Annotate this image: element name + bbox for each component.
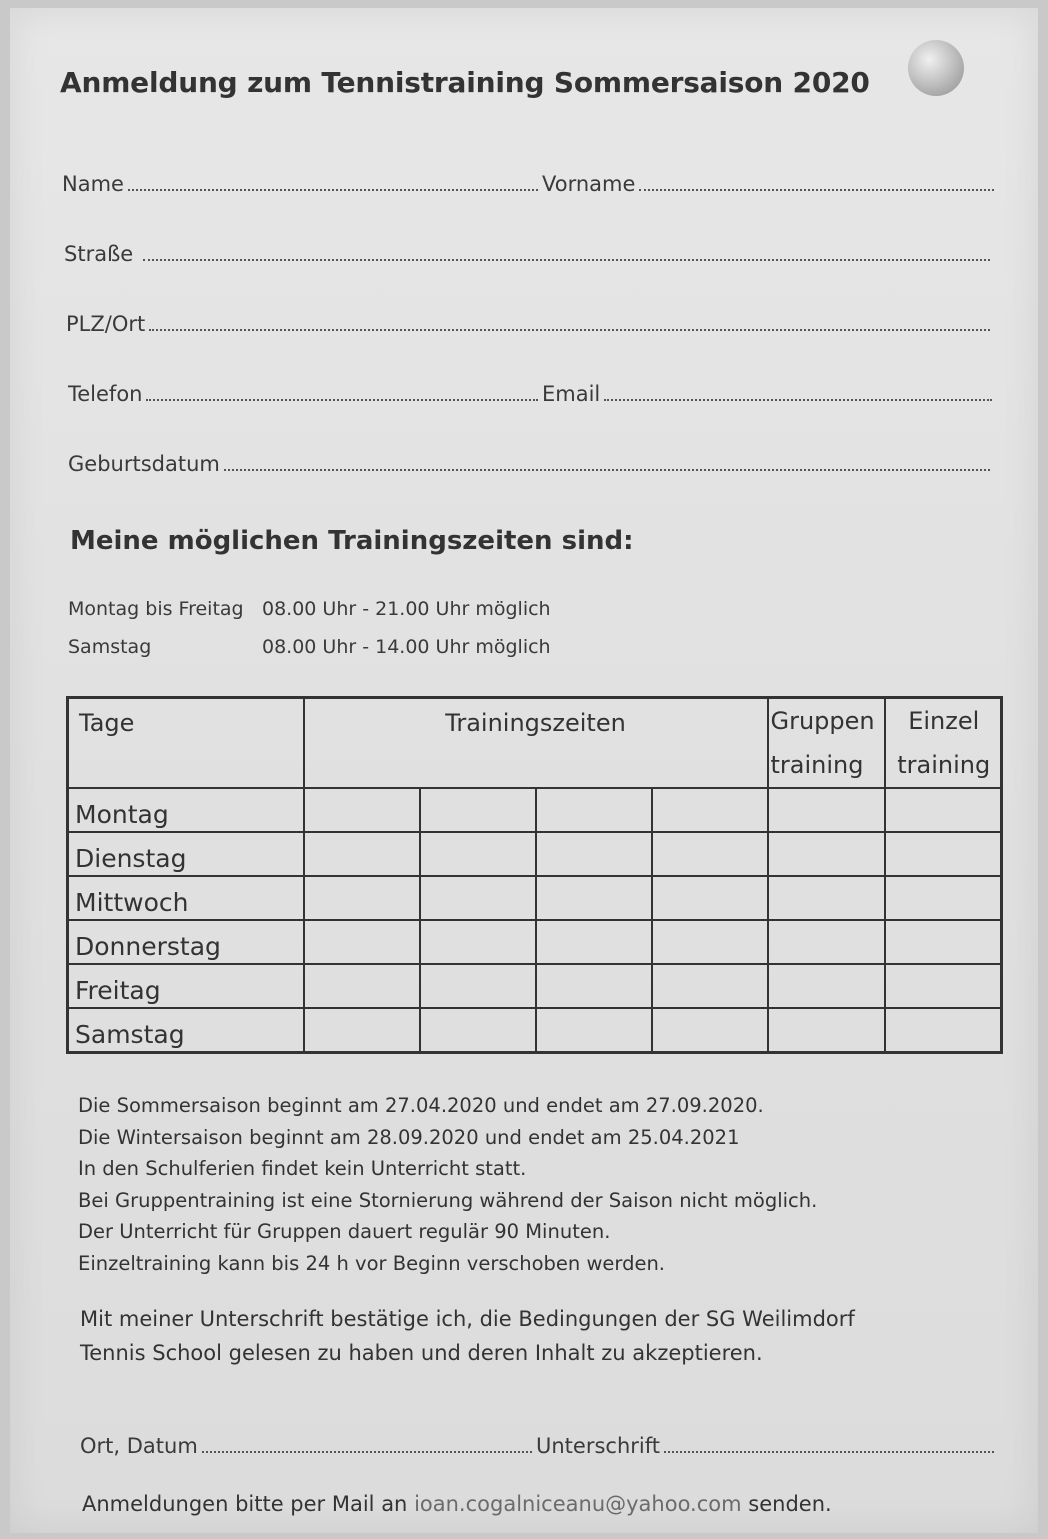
day-cell-samstag: Samstag xyxy=(68,1008,304,1053)
submission-note xyxy=(82,1492,832,1516)
gruppen-checkbox-cell[interactable] xyxy=(768,788,885,832)
plz-ort-label: PLZ/Ort xyxy=(66,312,146,336)
vorname-label: Vorname xyxy=(542,172,636,196)
table-row xyxy=(68,964,1002,1008)
available-times-day: Samstag xyxy=(68,636,152,658)
time-slot-cell[interactable] xyxy=(536,832,652,876)
info-line: Einzeltraining kann bis 24 h vor Beginn verschoben werden. xyxy=(78,1251,666,1275)
geburtsdatum-input-line[interactable] xyxy=(224,469,990,471)
submission-suffix: senden. xyxy=(748,1492,832,1516)
available-times-range: 08.00 Uhr - 21.00 Uhr möglich xyxy=(262,598,551,620)
time-slot-cell[interactable] xyxy=(304,964,420,1008)
time-slot-cell[interactable] xyxy=(304,788,420,832)
telefon-email-row xyxy=(68,376,996,406)
header-trainingszeiten: Trainingszeiten xyxy=(304,698,768,789)
table-row xyxy=(68,876,1002,920)
name-label: Name xyxy=(62,172,124,196)
time-slot-cell[interactable] xyxy=(652,920,768,964)
einzel-checkbox-cell[interactable] xyxy=(885,964,1002,1008)
confirmation-text xyxy=(80,1302,855,1370)
table-header-row xyxy=(68,698,1002,789)
unterschrift-input-line[interactable] xyxy=(664,1451,994,1453)
available-times-range: 08.00 Uhr - 14.00 Uhr möglich xyxy=(262,636,551,658)
header-gruppen-word: Gruppen xyxy=(770,707,875,735)
einzel-checkbox-cell[interactable] xyxy=(885,788,1002,832)
contact-email-link[interactable]: ioan.cogalniceanu@yahoo.com xyxy=(414,1492,742,1516)
time-slot-cell[interactable] xyxy=(304,832,420,876)
strasse-label: Straße xyxy=(64,242,134,266)
time-slot-cell[interactable] xyxy=(420,832,536,876)
header-gruppentraining xyxy=(768,698,885,789)
day-cell-freitag: Freitag xyxy=(68,964,304,1008)
table-row xyxy=(68,832,1002,876)
time-slot-cell[interactable] xyxy=(420,964,536,1008)
header-einzeltraining xyxy=(885,698,1002,789)
confirmation-line: Tennis School gelesen zu haben und deren Inhalt zu akzeptieren. xyxy=(80,1341,763,1365)
confirmation-line: Mit meiner Unterschrift bestätige ich, die Bedingungen der SG Weilimdorf xyxy=(80,1307,855,1331)
training-times-heading: Meine möglichen Trainingszeiten sind: xyxy=(70,526,634,556)
header-einzel-training-word: training xyxy=(897,751,991,779)
tennis-ball-logo-icon xyxy=(908,40,964,96)
header-tage: Tage xyxy=(68,698,304,789)
ort-datum-input-line[interactable] xyxy=(202,1451,532,1453)
email-input-line[interactable] xyxy=(604,399,992,401)
table-row xyxy=(68,1008,1002,1053)
time-slot-cell[interactable] xyxy=(652,964,768,1008)
email-label: Email xyxy=(542,382,601,406)
vorname-input-line[interactable] xyxy=(639,189,994,191)
gruppen-checkbox-cell[interactable] xyxy=(768,1008,885,1053)
geburtsdatum-label: Geburtsdatum xyxy=(68,452,220,476)
season-info-block xyxy=(78,1090,817,1279)
time-slot-cell[interactable] xyxy=(536,1008,652,1053)
name-vorname-row xyxy=(62,166,998,196)
day-cell-dienstag: Dienstag xyxy=(68,832,304,876)
time-slot-cell[interactable] xyxy=(536,964,652,1008)
einzel-checkbox-cell[interactable] xyxy=(885,832,1002,876)
einzel-checkbox-cell[interactable] xyxy=(885,920,1002,964)
training-schedule-table xyxy=(66,696,1003,1054)
info-line: Die Sommersaison beginnt am 27.04.2020 und endet am 27.09.2020. xyxy=(78,1094,764,1117)
time-slot-cell[interactable] xyxy=(536,788,652,832)
gruppen-checkbox-cell[interactable] xyxy=(768,832,885,876)
info-line: Der Unterricht für Gruppen dauert regulär 90 Minuten. xyxy=(78,1220,611,1243)
einzel-checkbox-cell[interactable] xyxy=(885,1008,1002,1053)
time-slot-cell[interactable] xyxy=(420,920,536,964)
day-cell-montag: Montag xyxy=(68,788,304,832)
time-slot-cell[interactable] xyxy=(652,832,768,876)
form-title: Anmeldung zum Tennistraining Sommersaison 2020 xyxy=(60,66,870,99)
time-slot-cell[interactable] xyxy=(536,920,652,964)
time-slot-cell[interactable] xyxy=(304,876,420,920)
time-slot-cell[interactable] xyxy=(304,920,420,964)
telefon-input-line[interactable] xyxy=(146,399,538,401)
time-slot-cell[interactable] xyxy=(536,876,652,920)
time-slot-cell[interactable] xyxy=(420,788,536,832)
signature-row xyxy=(80,1428,998,1458)
info-line: Bei Gruppentraining ist eine Stornierung während der Saison nicht möglich. xyxy=(78,1188,818,1212)
gruppen-checkbox-cell[interactable] xyxy=(768,920,885,964)
telefon-label: Telefon xyxy=(68,382,143,406)
gruppen-checkbox-cell[interactable] xyxy=(768,876,885,920)
time-slot-cell[interactable] xyxy=(652,1008,768,1053)
available-times-weekdays xyxy=(68,598,551,620)
plz-ort-row xyxy=(66,306,994,336)
name-input-line[interactable] xyxy=(128,189,538,191)
unterschrift-label: Unterschrift xyxy=(536,1434,660,1458)
info-line: In den Schulferien findet kein Unterricht statt. xyxy=(78,1157,527,1180)
submission-prefix: Anmeldungen bitte per Mail an xyxy=(82,1492,408,1516)
ort-datum-label: Ort, Datum xyxy=(80,1434,198,1458)
time-slot-cell[interactable] xyxy=(420,876,536,920)
day-cell-mittwoch: Mittwoch xyxy=(68,876,304,920)
table-row xyxy=(68,920,1002,964)
geburtsdatum-row xyxy=(68,446,994,476)
time-slot-cell[interactable] xyxy=(420,1008,536,1053)
table-row xyxy=(68,788,1002,832)
header-gruppen-training-word: training xyxy=(770,751,864,779)
available-times-saturday xyxy=(68,636,551,658)
available-times-day: Montag bis Freitag xyxy=(68,598,244,620)
einzel-checkbox-cell[interactable] xyxy=(885,876,1002,920)
time-slot-cell[interactable] xyxy=(652,788,768,832)
time-slot-cell[interactable] xyxy=(304,1008,420,1053)
day-cell-donnerstag: Donnerstag xyxy=(68,920,304,964)
time-slot-cell[interactable] xyxy=(652,876,768,920)
strasse-input-line[interactable] xyxy=(143,259,990,261)
plz-ort-input-line[interactable] xyxy=(149,329,990,331)
header-einzel-word: Einzel xyxy=(908,707,980,735)
gruppen-checkbox-cell[interactable] xyxy=(768,964,885,1008)
info-line: Die Wintersaison beginnt am 28.09.2020 und endet am 25.04.2021 xyxy=(78,1125,740,1149)
strasse-row xyxy=(64,236,994,266)
